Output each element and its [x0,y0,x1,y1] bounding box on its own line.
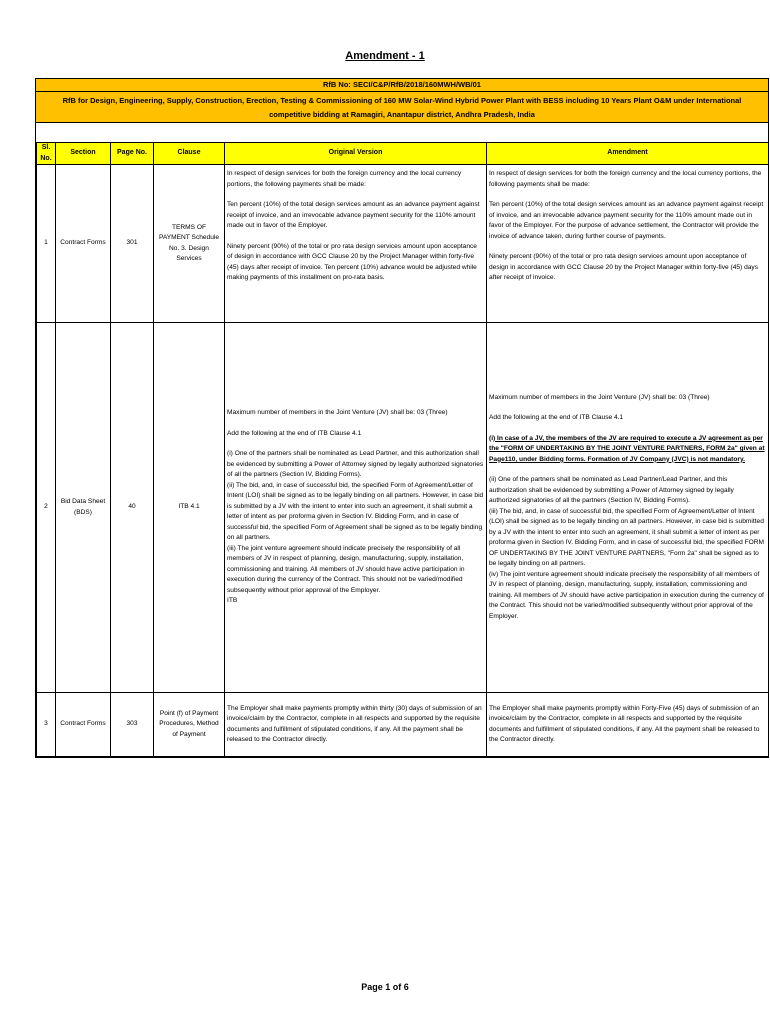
page-number: Page 1 of 6 [361,982,409,992]
amendment-para: The Employer shall make payments promptly within Forty-Five (45) days of submission of an invoice/claim by the Contractor, complete in all respects and supported by the requisite documents and fulfillment of stipulated conditions, if any. All the payment shall be released to the Contractor directly. [489,704,760,743]
col-header-sl-no: Sl. No. [37,143,56,165]
table-header-row [37,143,769,165]
original-para: Ninety percent (90%) of the total or pro rata design services amount upon acceptance of design in accordance with GCC Clause 20 by the Project Manager within forty-five (45) days after receipt of invoice. Ten percent (10%) advance would be adjusted while making payments of this installment on pro-rata basis. [227,242,477,281]
table-row [37,165,769,323]
rfb-title: RfB for Design, Engineering, Supply, Construction, Erection, Testing & Commissioning of 160 MW Solar-Wind Hybrid Power Plant with BESS including 10 Years Plant O&M under International competitive bidding at Ramagiri, Anantapur district, Andhra Pradesh, India [36,92,768,122]
cell-page-no: 40 [111,323,154,693]
cell-section: Bid Data Sheet (BDS) [56,323,111,693]
cell-original-version [225,323,487,693]
cell-amendment [487,693,769,757]
original-para: The Employer shall make payments promptly within thirty (30) days of submission of an invoice/claim by the Contractor, complete in all respects and supported by the requisite documents and fulfillment of stipulated conditions, if any. All the payment shall be released to the Contractor directly. [227,704,482,743]
cell-clause: Point (f) of Payment Procedures, Method of Payment [154,693,225,757]
cell-clause: TERMS OF PAYMENT Schedule No. 3. Design Services [154,165,225,323]
amendment-para: Maximum number of members in the Joint Venture (JV) shall be: 03 (Three) [489,393,710,401]
original-para: ITB [227,597,238,605]
col-header-original-version: Original Version [225,143,487,165]
amendment-sheet [35,78,769,758]
amendment-para: Ninety percent (90%) of the total or pro rata design services amount upon acceptance of design in accordance with GCC Clause 20 by the Project Manager within forty-five (45) days after receipt of invoice. [489,253,759,281]
cell-page-no: 303 [111,693,154,757]
col-header-clause: Clause [154,143,225,165]
col-header-section: Section [56,143,111,165]
amendment-para: (iv) The joint venture agreement should indicate precisely the responsibility of all members of JV in respect of planning, design, manufacturing, supply, installation, commissioning and training. All members of JV should have active participation in execution during the currency of the Contract. This should not be varied/modified subsequently without prior approval of the Employer. [489,570,764,620]
amendment-para-highlight: (i) In case of a JV, the members of the JV are required to execute a JV agreement as per the "FORM OF UNDERTAKING BY THE JOINT VENTURE PARTNERS, FORM 2a" given at Page110, under Bidding forms. Formation of JV Company (JVC) is not mandatory. [489,434,765,463]
cell-sl-no: 3 [37,693,56,757]
cell-section: Contract Forms [56,165,111,323]
original-para: In respect of design services for both the foreign currency and the local currency portions, the following payments shall be made: [227,170,462,188]
original-para: (ii) The bid, and, in case of successful bid, the specified Form of Agreement/Letter of Intent (LOI) shall be signed as to be legally binding on all partners. However, in case bid is submitted by a JV with the intent to enter into such an agreement, it shall submit a letter of intent as per proforma given in Section IV. Bidding Form, and in case of successful bid, the specified Form of Agreement shall be signed as to be legally binding on all partners. [227,481,484,542]
original-para: (i) One of the partners shall be nominated as Lead Partner, and this authorization shall be evidenced by submitting a Power of Attorney signed by legally authorized signatories of all the partners (Section IV, Bidding Forms). [227,450,484,479]
col-header-amendment: Amendment [487,143,769,165]
amendment-para: In respect of design services for both the foreign currency and the local currency portions, the following payments shall be made: [489,170,762,188]
rfb-number: RfB No: SECI/C&P/RfB/2018/160MWH/WB/01 [36,79,768,92]
amendment-para: (ii) One of the partners shall be nominated as Lead Partner/Lead Partner, and this authorization shall be evidenced by submitting a Power of Attorney signed by legally authorized signatories of all the partners (Section IV, Bidding Forms). [489,476,734,505]
original-para: Ten percent (10%) of the total design services amount as an advance payment against receipt of invoice, and an irrevocable advance payment security for the 110% amount made out in favor of the Employer. [227,201,480,229]
amendment-table [36,142,769,757]
cell-original-version [225,165,487,323]
col-header-page-no: Page No. [111,143,154,165]
original-para: Maximum number of members in the Joint Venture (JV) shall be: 03 (Three) [227,409,448,417]
cell-clause: ITB 4.1 [154,323,225,693]
cell-amendment [487,165,769,323]
table-row [37,323,769,693]
cell-section: Contract Forms [56,693,111,757]
cell-original-version [225,693,487,757]
original-para: (iii) The joint venture agreement should indicate precisely the responsibility of all members of JV in respect of planning, design, manufacturing, supply, installation, commissioning and training. All members of JV should have active participation in execution during the currency of the Contract. This should not be varied/modified subsequently without prior approval of the Employer. [227,544,465,594]
original-para: Add the following at the end of ITB Clause 4.1 [227,429,362,437]
header-spacer [36,122,768,142]
document-title: Amendment - 1 [345,50,425,62]
cell-sl-no: 1 [37,165,56,323]
amendment-para: (iii) The bid, and, in case of successful bid, the specified Form of Agreement/Letter of Intent (LOI) shall be signed as to be legally binding on all partners. However, in case bid is submitted by a JV with the intent to enter into such an agreement, it shall submit a letter of intent as per proforma given in Section IV. Bidding Form, and in case of successful bid, the specified FORM OF UNDERTAKING BY THE JOINT VENTURE PARTNERS, "Form 2a" shall be signed as to be legally binding on all partners. [489,507,764,568]
cell-amendment [487,323,769,693]
amendment-para: Add the following at the end of ITB Clause 4.1 [489,414,624,422]
cell-page-no: 301 [111,165,154,323]
table-row [37,693,769,757]
amendment-para: Ten percent (10%) of the total design services amount as an advance payment against receipt of invoice, and an irrevocable advance payment security for the 110% amount made out in favor of the Employer. For the purpose of advance settlement, the Contractor will provide the invoice of advance taken, during further course of payments. [489,201,764,240]
cell-sl-no: 2 [37,323,56,693]
